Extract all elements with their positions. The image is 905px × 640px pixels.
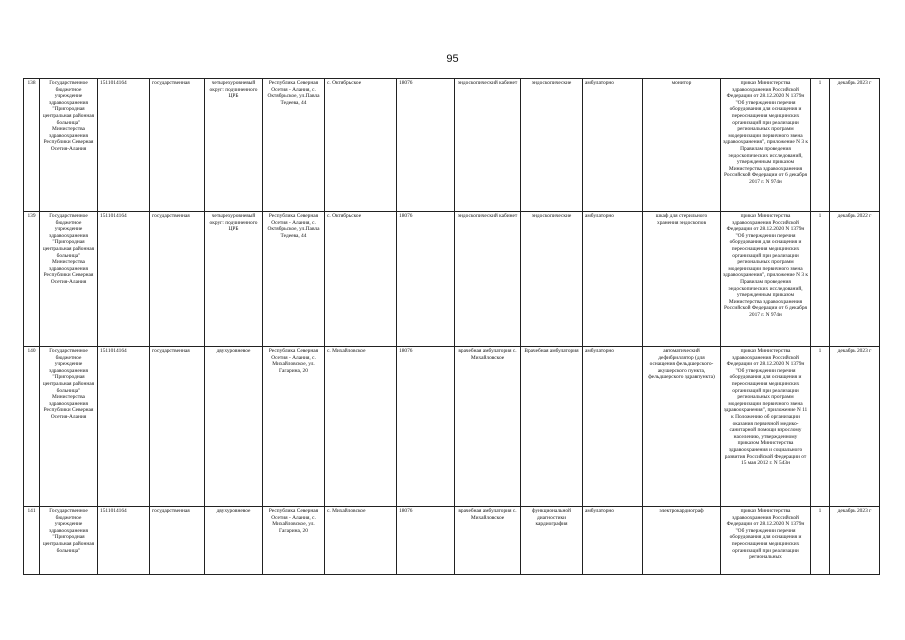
table-row: [24, 79, 880, 212]
cell-quantity: 1: [811, 212, 830, 347]
cell-ownership-form: государственная: [150, 507, 205, 575]
cell-address: Республика Северная Осетия - Алания, с. Октябрьское, ул.Павла Тедеева, 44: [263, 212, 325, 347]
cell-unit-name: врачебная амбулатория с. Михайловское: [455, 347, 521, 507]
table-row: [24, 212, 880, 347]
cell-structure-level: четырехуровневый округ: подчиненного ЦРБ: [205, 79, 263, 212]
cell-ownership-form: государственная: [150, 212, 205, 347]
cell-address: Республика Северная Осетия - Алания, с. Михайловское, ул. Гагарина, 20: [263, 507, 325, 575]
cell-inn-code: 1511014164: [98, 347, 150, 507]
cell-ownership-form: государственная: [150, 347, 205, 507]
cell-inn-code: 1511014164: [98, 507, 150, 575]
cell-unit-profile: функциональной диагностики кардиография: [521, 507, 583, 575]
cell-unit-profile: эндоскопические: [521, 212, 583, 347]
cell-legal-basis: приказ Министерства здравоохранения Российской Федерации от 28.12.2020 N 1379н "Об утверждении перечня оборудования для оснащения и переоснащения медицинских организаций при реализации региональных программ модернизации первичного звена здравоохранения", приложение N 11 к Положению об организации оказания первичной медико-санитарной помощи взрослому населению, утвержденному приказом Министерства здравоохранения и социального развития Российской Федерации от 15 мая 2012 г. N 543н: [721, 347, 811, 507]
cell-population: 18076: [397, 79, 455, 212]
cell-delivery-date: декабрь 2023 г: [830, 507, 880, 575]
cell-organization-name: Государственное бюджетное учреждение здравоохранения "Пригородная центральная районная больница" Министерства здравоохранения Республики Северная Осетия-Алания: [40, 79, 98, 212]
cell-care-condition: амбулаторно: [583, 79, 643, 212]
cell-delivery-date: декабрь 2023 г: [830, 347, 880, 507]
cell-unit-profile: эндоскопические: [521, 79, 583, 212]
cell-row-number: 139: [24, 212, 40, 347]
page-number: 95: [446, 53, 459, 65]
cell-settlement: с. Михайловское: [325, 347, 397, 507]
cell-care-condition: амбулаторно: [583, 347, 643, 507]
equipment-table: [23, 78, 880, 575]
cell-unit-name: эндоскопический кабинет: [455, 212, 521, 347]
cell-unit-name: эндоскопический кабинет: [455, 79, 521, 212]
cell-ownership-form: государственная: [150, 79, 205, 212]
cell-settlement: с. Михайловское: [325, 507, 397, 575]
table-row: [24, 347, 880, 507]
cell-organization-name: Государственное бюджетное учреждение здравоохранения "Пригородная центральная районная больница": [40, 507, 98, 575]
cell-row-number: 138: [24, 79, 40, 212]
cell-care-condition: амбулаторно: [583, 212, 643, 347]
cell-quantity: 1: [811, 79, 830, 212]
cell-row-number: 141: [24, 507, 40, 575]
cell-care-condition: амбулаторно: [583, 507, 643, 575]
cell-organization-name: Государственное бюджетное учреждение здравоохранения "Пригородная центральная районная больница" Министерства здравоохранения Республики Северная Осетия-Алания: [40, 212, 98, 347]
cell-delivery-date: декабрь 2022 г: [830, 212, 880, 347]
cell-unit-profile: Врачебная амбулатория: [521, 347, 583, 507]
cell-settlement: с. Октябрьское: [325, 212, 397, 347]
cell-row-number: 140: [24, 347, 40, 507]
cell-equipment-name: шкаф для стерильного хранения эндоскопов: [643, 212, 721, 347]
cell-equipment-name: электрокардиограф: [643, 507, 721, 575]
cell-inn-code: 1511014164: [98, 212, 150, 347]
cell-legal-basis: приказ Министерства здравоохранения Российской Федерации от 28.12.2020 N 1379н "Об утверждении перечня оборудования для оснащения и переоснащения медицинских организаций при реализации региональных программ модернизации первичного звена здравоохранения", приложение N 3 к Правилам проведения эндоскопических исследований, утвержденным приказом Министерства здравоохранения Российской Федерации от 6 декабря 2017 г. N 974н: [721, 212, 811, 347]
cell-population: 18076: [397, 507, 455, 575]
cell-address: Республика Северная Осетия - Алания, с. Октябрьское, ул.Павла Тедеева, 44: [263, 79, 325, 212]
cell-quantity: 1: [811, 507, 830, 575]
cell-population: 18076: [397, 212, 455, 347]
cell-legal-basis: приказ Министерства здравоохранения Российской Федерации от 28.12.2020 N 1379н "Об утверждении перечня оборудования для оснащения и переоснащения медицинских организаций при реализации региональных программ модернизации первичного звена здравоохранения", приложение N 3 к Правилам проведения эндоскопических исследований, утвержденным приказом Министерства здравоохранения Российской Федерации от 6 декабря 2017 г. N 974н: [721, 79, 811, 212]
cell-address: Республика Северная Осетия - Алания, с. Михайловское, ул. Гагарина, 20: [263, 347, 325, 507]
cell-equipment-name: автоматический дефибриллятор (для оснащения фельдшерского-акушерского пункта, фельдшерского здравпункта): [643, 347, 721, 507]
cell-inn-code: 1511014164: [98, 79, 150, 212]
cell-equipment-name: монитор: [643, 79, 721, 212]
cell-structure-level: двухуровневое: [205, 507, 263, 575]
cell-population: 18076: [397, 347, 455, 507]
cell-structure-level: двухуровневое: [205, 347, 263, 507]
cell-quantity: 1: [811, 347, 830, 507]
cell-legal-basis: приказ Министерства здравоохранения Российской Федерации от 28.12.2020 N 1379н "Об утверждении перечня оборудования для оснащения и переоснащения медицинских организаций при реализации региональных: [721, 507, 811, 575]
cell-delivery-date: декабрь 2023 г: [830, 79, 880, 212]
cell-settlement: с. Октябрьское: [325, 79, 397, 212]
table-row: [24, 507, 880, 575]
cell-structure-level: четырехуровневый округ: подчиненного ЦРБ: [205, 212, 263, 347]
cell-unit-name: врачебная амбулатория с. Михайловское: [455, 507, 521, 575]
cell-organization-name: Государственное бюджетное учреждение здравоохранения "Пригородная центральная районная больница" Министерства здравоохранения Республики Северная Осетия-Алания: [40, 347, 98, 507]
